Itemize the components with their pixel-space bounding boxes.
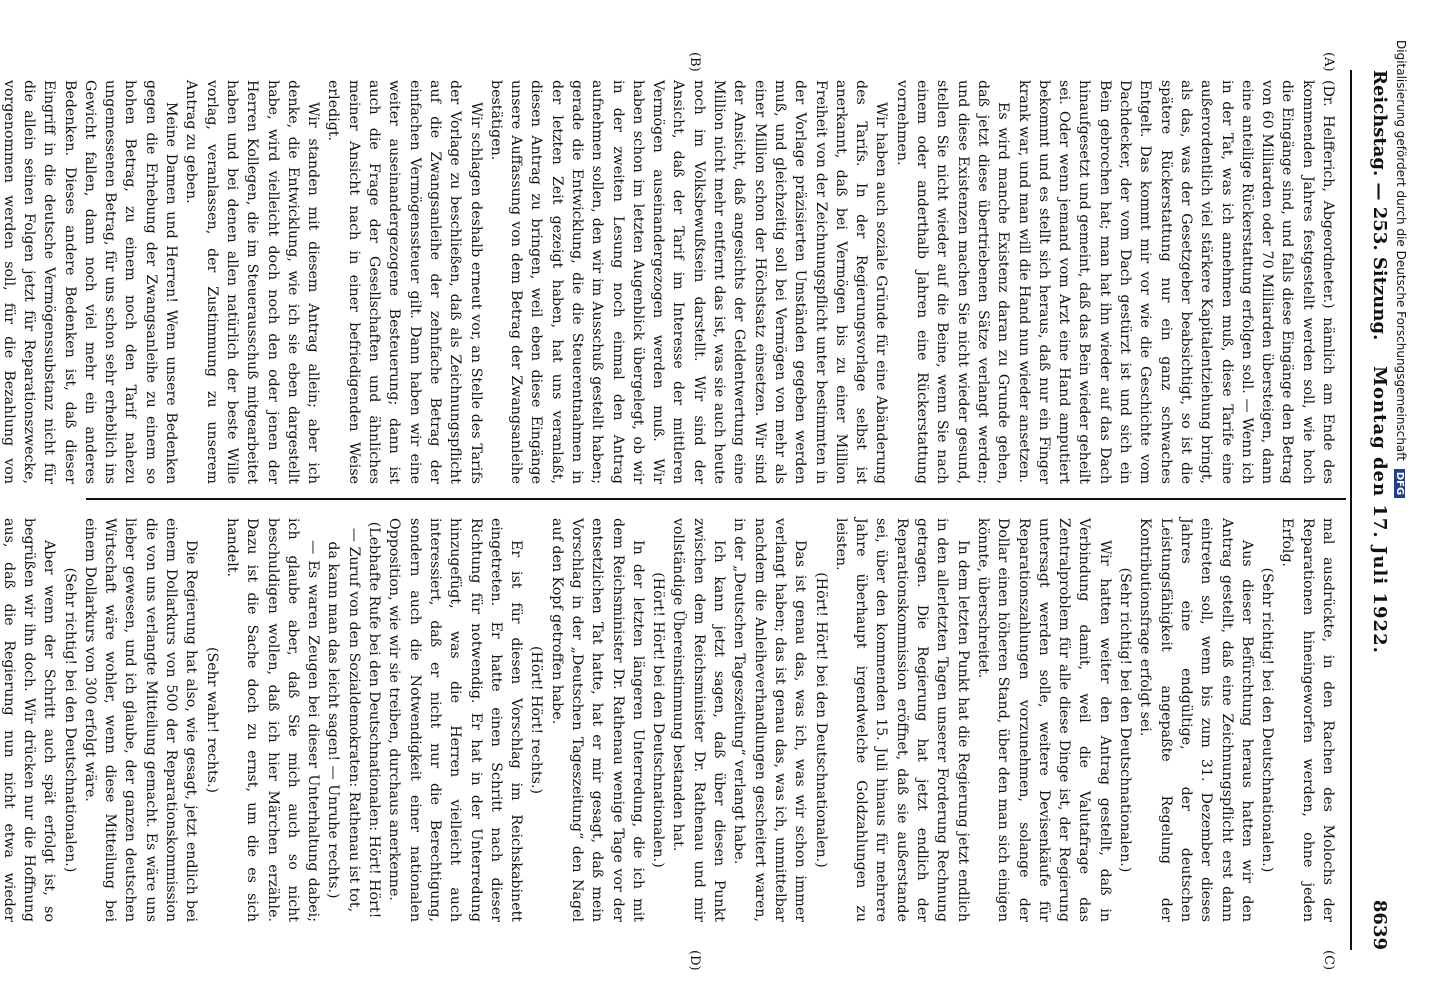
paragraph: Aber wenn der Schritt auch spät erfolgt ist, so begrüßen wir ihn doch. Wir drücken nur die Hoffnung aus, daß die Regierung nun nicht etwa wieder — [0, 518, 58, 922]
page-number: 8639 — [1369, 899, 1390, 950]
interjection: (Hört! Hört! bei den Deutschnationalen.) — [650, 572, 667, 868]
paragraph: In der letzten längeren Unterredung, die ich mit dem Reichsminister Dr. Rathenau wenige Tage vor der entsetzlichen Tat hatte, hat er mir gesagt, daß mein Vorschlag in der „Deutschen Tageszeitung“ den Nagel auf den Kopf getroffen habe. — [548, 518, 646, 922]
paragraph: Ich kann jetzt sagen, daß über diesen Punkt zwischen dem Reichsminister Dr. Rathenau und mir vollständige Übereinstimmung bestanden hat. — [670, 518, 728, 922]
interjection: (Lebhafte Rufe bei den Deutschnationalen: Hört! Hört! — Zuruf von den Sozialdemokraten: Rathenau ist tot, da kann man das leicht sagen! — Unruhe rechts.) — [325, 521, 383, 919]
paragraph: Das ist genau das, was ich, was wir schon immer verlangt haben; das ist genau das, was ich, unmittelbar nachdem die Anleiheverhandlungen gescheitert waren, in der „Deutschen Tageszeitung“ verlangt habe. — [731, 518, 809, 922]
marker-b: (B) — [687, 52, 702, 72]
paragraph: Wir schlagen deshalb erneut vor, an Stelle des Tarifs der Vorlage zu beschließen, daß als Zeichnungspflicht auf die Zwangsanleihe der zehnfache Betrag der einfachen Vermögenssteuer gilt. Dann haben wir eine weiter auseinandergezogene Besteuerung; dann ist auch die Frage der Gesellschaften und ähnliches meiner Ansicht nach in einer befriedigenden Weise erledigt. — [325, 80, 484, 484]
paragraph: In dem letzten Punkt hat die Regierung jetzt endlich in den allerletzten Tagen unserer Forderung Rechnung getragen. Die Regierung hat jetzt endlich der Reparationskommission eröffnet, daß sie außerstande sei, über den kommenden 15. Juli hinaus für mehrere Jahre überhaupt irgendwelche Goldzahlungen zu leisten. — [832, 518, 971, 922]
marker-d: (D) — [687, 950, 702, 971]
header-rule — [1350, 70, 1352, 950]
paragraph: Meine Damen und Herren! Wenn unsere Bedenken gegen die Erhebung der Zwangsanleihe zu einem so hohen Betrag, zu einem noch den Tarif nahezu ungemessenen Betrag, für uns schon sehr erheblich ins Gewicht fallen, dann noch viel mehr ein anderes Bedenken. Dieses andere Bedenken ist, daß dieser Eingriff in die deutsche Vermögenssubstanz nicht für die allein seinen Folgen jetzt für Reparationszwecke, vorgenommen werden soll, für die Bezahlung von — [0, 80, 180, 484]
paragraph: (Dr. Helfferich, Abgeordneter.) nämlich am Ende des kommenden Jahres festgestellt werden soll, wie hoch die Eingänge sind, und falls diese Eingänge den Betrag von 60 Milliarden oder 70 Milliarden übersteigen, dann eine anteilige Rückerstattung erfolgen soll. — Wenn ich in der Tat, was ich annehmen muß, diese Tarife eine außerordentlich viel stärkere Kapitalentziehung bringt, als das, was der Gesetzgeber beabsichtigt, so ist die spätere Rückerstattung nur ein ganz schwaches Entgelt. Das kommt mir vor wie die Geschichte vom Dachdecker, der vom Dach gestürzt ist und sich ein Bein gebrochen hat; man hat ihn wieder auf das Dach hinaufgesetzt und gemeint, daß das Bein wieder geheilt sei. Oder wenn jemand vom Arzt eine Hand amputiert bekommt und es stellt sich heraus, daß nur ein Finger krank war, und man will die Hand nun wieder ansetzen. — [1015, 80, 1336, 484]
paragraph: Wir hatten weiter den Antrag gestellt, daß in Verbindung damit, weil die Valutafrage das Zentralproblem für alle diese Dinge ist, der Regierung untersagt werden solle, weitere Devisenkäufe für Reparationszahlungen vorzunehmen, solange der Dollar einen höheren Stand, über den man sich einigen könnte, überschreitet. — [974, 518, 1113, 922]
interjection: (Sehr richtig! bei den Deutschnationalen.) — [1259, 567, 1276, 873]
paragraph: Es wird manche Existenz daran zu Grunde gehen, daß jetzt diese übertriebenen Sätze verlangt werden; und diese Existenzen machen Sie nicht wieder gesund, stellen Sie nicht wieder auf die Beine, wenn Sie nach einem oder anderthalb Jahren eine Rückerstattung vornehmen. — [893, 80, 1012, 484]
marker-c: (C) — [1321, 950, 1336, 971]
paragraph: Aus dieser Befürchtung heraus hatten wir den Antrag gestellt, daß eine Zeichnungspflicht erst dann eintreten soll, wenn bis zum 31. Dezember dieses Jahres eine endgültige, der deutschen Leistungsfähigkeit angepaßte Regelung der Kontributionsfrage erfolgt sei. — [1137, 518, 1255, 922]
interjection: (Sehr wahr! rechts.) — [203, 646, 220, 794]
right-column — [0, 518, 1338, 922]
paragraph: Wir haben auch soziale Gründe für eine Abänderung des Tarifs. In der Regierungsvorlage selbst ist anerkannt, daß bei Vermögen bis zu einer Million Freiheit von der Zeichnungspflicht unter bestimmten in der Vorlage präzisierten Umständen gegeben werden muß, und gleichzeitig soll bei Vermögen von mehr als einer Million schon der Höchstsatz einsetzen. Wir sind der Ansicht, daß angesichts der Geldentwertung eine Million nicht mehr entfernt das ist, was sie auch heute noch im Volksbewußtsein darstellt. Wir sind der Ansicht, daß der Tarif im Interesse der mittleren Vermögen auseinandergezogen werden muß. Wir haben schon im letzten Augenblick übergelegt, ob wir in der zweiten Lesung noch einmal den Antrag aufnehmen sollen, den wir im Ausschuß gestellt haben; gerade die Entwicklung, die die Steuerentnahmen in der letzten Zeit gezeigt haben, hat uns veranlaßt, diesen Antrag zu bringen, weil eben diese Eingänge unsere Auffassung von dem Betrag der Zwangsanleihe bestätigen. — [487, 80, 890, 484]
paragraph: Er ist für diesen Vorschlag im Reichskabinett eingetreten. Er hatte einen Schritt nach dieser Richtung für notwendig. Er hat in der Unterredung hinzugefügt, was die Herren vielleicht auch interessiert, daß er nicht nur die Berechtigung, sondern auch die Notwendigkeit einer nationalen Opposition, wie wir sie treiben, durchaus anerkenne. — [386, 518, 525, 922]
left-column — [0, 80, 1338, 484]
digitization-credit — [1386, 40, 1408, 1000]
dfg-logo: DFG — [1394, 469, 1405, 498]
paragraph: — Es waren Zeugen bei dieser Unterhaltung dabei; ich glaube aber, daß Sie mich auch so nicht beschuldigen wollen, daß ich hier Märchen erzähle. Dazu ist die Sache doch zu ernst, um die es sich handelt. — [223, 518, 322, 922]
interjection: (Sehr richtig! bei den Deutschnationalen.) — [61, 567, 78, 873]
header-center: Montag den 17. Juli 1922. — [1369, 366, 1390, 654]
interjection: (Hört! Hört! rechts.) — [528, 645, 545, 795]
interjection: (Hört! Hört! bei den Deutschnationalen.) — [812, 572, 829, 868]
interjection: (Sehr richtig! bei den Deutschnationalen.) — [1117, 567, 1134, 873]
credit-text: Digitalisierung gefördert durch die Deutsche Forschungsgemeinschaft — [1394, 40, 1408, 462]
marker-a: (A) — [1321, 52, 1336, 72]
column-divider — [86, 498, 1346, 500]
paragraph: Die Regierung hat also, wie gesagt, jetzt endlich bei einem Dollarkurs von 500 der Reparationskommission die von uns verlangte Mitteilung gemacht. Es wäre uns lieber gewesen, und ich glaube, der ganzen deutschen Wirtschaft wäre wohler, wenn diese Mitteilung bei einem Dollarkurs von 300 erfolgt wäre. — [81, 518, 200, 922]
paragraph: mal ausdrückte, in den Rachen des Molochs der Reparationen hineingeworfen werden, ohne jeden Erfolg. — [1279, 518, 1336, 922]
paragraph: Wir standen mit diesem Antrag allein; aber ich denke, die Entwicklung, wie ich sie eben dargestellt habe, wird vielleicht doch noch den oder jenen der Herren Kollegen, die im Steuerausschuß mitgearbeitet haben und bei denen allen natürlich der beste Wille vorlag, veranlassen, der Zustimmung zu unserem Antrag zu geben. — [183, 80, 322, 484]
header-left: Reichstag. — 253. Sitzung. — [1369, 70, 1390, 341]
